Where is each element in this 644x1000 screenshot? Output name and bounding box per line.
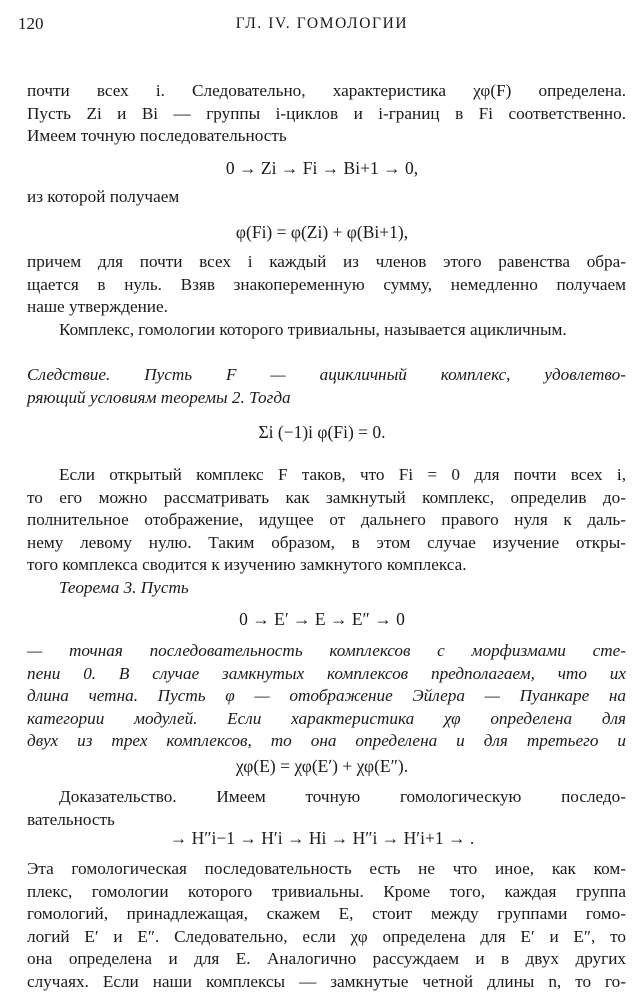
paragraph-alternating-sum [27,251,626,341]
text-line: двух из трех комплексов, то она определена и для третьего и [27,731,626,751]
text-line: — точная последовательность комплексов с морфизмами сте- [27,641,626,660]
text-line: почти всех i. Следовательно, характеристика χφ(F) определена. [27,81,626,100]
text-line: то его можно рассматривать как замкнутый комплекс, определив до- [27,487,626,507]
text-line: Следствие. Пусть F — ацикличный комплекс, удовлетво- [27,365,626,384]
text-line: она определена и для E. Аналогично рассуждаем и в двух других [27,949,626,969]
text-line: вательность [27,809,115,829]
text-line: гомологий, принадлежащая, скажем E, стоит между группами гомо- [27,904,626,924]
corollary-statement [27,364,626,409]
formula-homology-sequence: → H″i−1 → H′i → Hi → H″i → H′i+1 → . [169,828,475,848]
text-line: длина четна. Пусть φ — отображение Эйлера — Пуанкаре на [27,686,626,706]
formula-chi-additivity: χφ(E) = χφ(E′) + χφ(E″). [235,756,409,776]
formula-alternating-sum-zero: Σi (−1)i φ(Fi) = 0. [258,422,386,442]
paragraph-open-complex [27,464,626,577]
text-line: ряющий условиям теоремы 2. Тогда [27,387,291,407]
text-line: категории модулей. Если характеристика χφ определена для [27,708,626,728]
proof-intro [27,786,626,831]
text-line: полнительное отображение, идущее от дальнего правого нуля к даль- [27,510,626,530]
text-line: Пусть Zi и Bi — группы i-циклов и i-границ в Fi соответственно. [27,103,626,123]
formula-phi-additivity: φ(Fi) = φ(Zi) + φ(Bi+1), [235,222,409,242]
text-line: случаях. Если наши комплексы — замкнутые четной длины n, то го- [27,971,626,991]
text-line: Эта гомологическая последовательность есть не что иное, как ком- [27,859,626,878]
text-line: Имеем точную последовательность [27,126,287,146]
formula-exact-sequence-cycles: 0 → Zi → Fi → Bi+1 → 0, [225,158,419,178]
text-line-acyclic-definition: Комплекс, гомологии которого тривиальны, называется ацикличным. [59,319,567,339]
text-line: Доказательство. Имеем точную гомологическую последо- [59,787,626,806]
text-line: причем для почти всех i каждый из членов этого равенства обра- [27,252,626,271]
text-line: наше утверждение. [27,297,168,317]
text-line: Если открытый комплекс F таков, что Fi = 0 для почти всех i, [59,465,626,484]
page-number: 120 [18,14,44,33]
text-line: того комплекса сводится к изучению замкнутого комплекса. [27,555,467,575]
text-line: нему левому нулю. Таким образом, в этом случае изучение откры- [27,532,626,552]
theorem-3-statement [27,640,626,753]
text-line: Теорема 3. Пусть [59,578,189,597]
paragraph-from-which [27,186,626,209]
text-line: пени 0. В случае замкнутых комплексов предполагаем, что их [27,663,626,683]
paragraph-euler-characteristic [27,80,626,148]
text-line: плекс, гомологии которого тривиальны. Кроме того, каждая группа [27,881,626,901]
paragraph-proof-body [27,858,626,994]
theorem-3-heading [27,577,626,600]
text-line: щается в нуль. Взяв знакопеременную сумму, немедленно получаем [27,274,626,294]
page-header [18,14,626,38]
text-line: логий E′ и E″. Следовательно, если χφ определена для E′ и E″, то [27,926,626,946]
text-line: из которой получаем [27,187,180,206]
running-head: ГЛ. IV. ГОМОЛОГИИ [235,15,409,32]
formula-short-exact-sequence: 0 → E′ → E → E″ → 0 [239,609,405,629]
